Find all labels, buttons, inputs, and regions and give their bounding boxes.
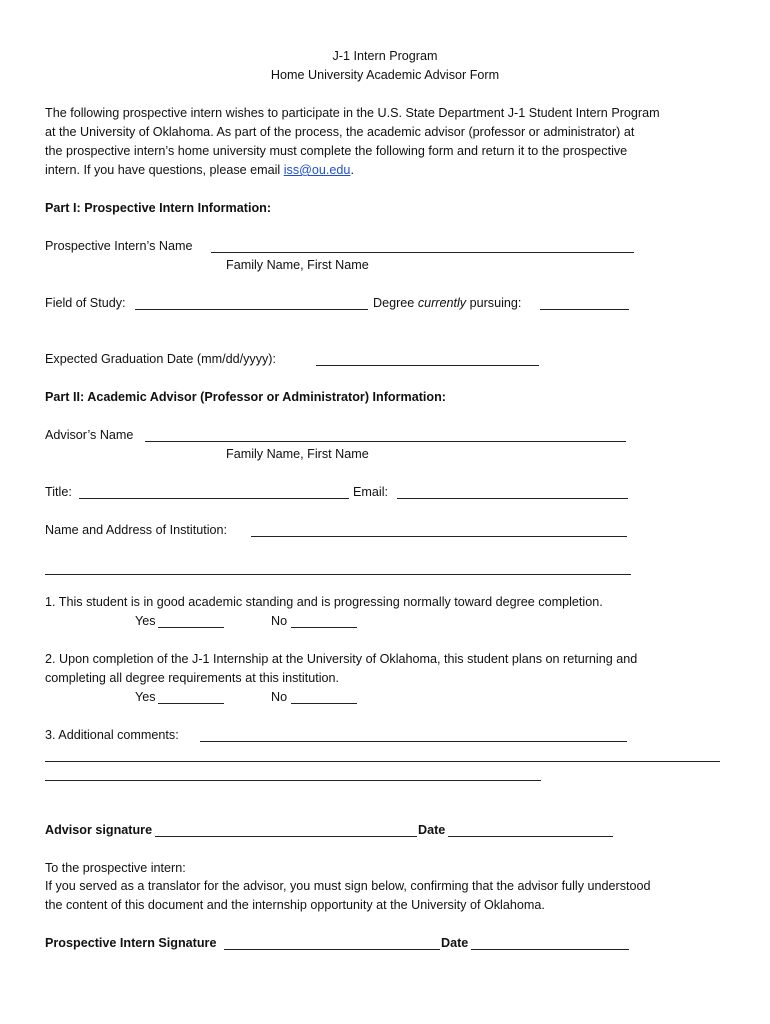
part2-heading: Part II: Academic Advisor (Professor or Administrator) Information: [45,390,446,404]
intro-line-4-prefix: intern. If you have questions, please email [45,163,284,177]
advisor-signature-field[interactable] [155,836,417,837]
intro-line-3: the prospective intern’s home university must complete the following form and return it to the prospective [45,144,628,158]
degree-label-pre: Degree [373,296,418,310]
email-link[interactable]: iss@ou.edu [283,163,351,177]
q1-no-label: No [271,614,288,628]
part1-heading: Part I: Prospective Intern Information: [45,201,272,215]
degree-label-post: pursuing: [466,296,522,310]
translator-line-2: the content of this document and the internship opportunity at the University of Oklahoma. [45,898,545,912]
intro-line-2: at the University of Oklahoma. As part of the process, the academic advisor (professor or administrator) at [45,125,635,139]
form-title: J-1 Intern Program [332,49,438,63]
q1-yes-label: Yes [135,614,156,628]
intern-date-field[interactable] [471,949,629,950]
q1-yes-field[interactable] [158,627,224,628]
translator-intro: To the prospective intern: [45,861,186,875]
graduation-date-field[interactable] [316,365,539,366]
advisor-name-field[interactable] [145,441,626,442]
intern-name-label: Prospective Intern’s Name [45,239,193,253]
advisor-email-label: Email: [353,485,388,499]
question-2-line-2: completing all degree requirements at this institution. [45,671,340,685]
field-of-study-label: Field of Study: [45,296,126,310]
comments-field-line-3[interactable] [45,780,541,781]
intern-name-hint: Family Name, First Name [226,258,369,272]
degree-label [373,294,521,312]
question-1: 1. This student is in good academic standing and is progressing normally toward degree completion. [45,595,603,609]
form-subtitle: Home University Academic Advisor Form [270,68,500,82]
intro-line-4 [45,161,354,179]
title-field[interactable] [79,498,349,499]
question-3: 3. Additional comments: [45,728,179,742]
degree-label-em: currently [417,296,467,310]
title-label: Title: [45,485,72,499]
intro-line-4-suffix: . [350,163,354,177]
institution-label: Name and Address of Institution: [45,523,228,537]
institution-field-line-2[interactable] [45,574,631,575]
q2-no-field[interactable] [291,703,357,704]
degree-field[interactable] [540,309,629,310]
intern-date-label: Date [441,936,469,950]
advisor-email-field[interactable] [397,498,628,499]
q1-no-field[interactable] [291,627,357,628]
comments-field-line-2[interactable] [45,761,720,762]
graduation-date-label: Expected Graduation Date (mm/dd/yyyy): [45,352,276,366]
q2-yes-field[interactable] [158,703,224,704]
intern-name-field[interactable] [211,252,634,253]
intro-line-1: The following prospective intern wishes to participate in the U.S. State Department J-1 Student Intern Program [45,106,660,120]
translator-line-1: If you served as a translator for the advisor, you must sign below, confirming that the advisor fully understood [45,879,651,893]
advisor-name-hint: Family Name, First Name [226,447,369,461]
comments-field-line-1[interactable] [200,741,627,742]
question-2-line-1: 2. Upon completion of the J-1 Internship at the University of Oklahoma, this student plans on returning and [45,652,638,666]
institution-field[interactable] [251,536,627,537]
field-of-study-field[interactable] [135,309,368,310]
advisor-signature-label: Advisor signature [45,823,153,837]
intern-signature-field[interactable] [224,949,440,950]
q2-yes-label: Yes [135,690,156,704]
intern-signature-label: Prospective Intern Signature [45,936,217,950]
q2-no-label: No [271,690,288,704]
advisor-date-label: Date [418,823,446,837]
advisor-date-field[interactable] [448,836,613,837]
advisor-name-label: Advisor’s Name [45,428,134,442]
